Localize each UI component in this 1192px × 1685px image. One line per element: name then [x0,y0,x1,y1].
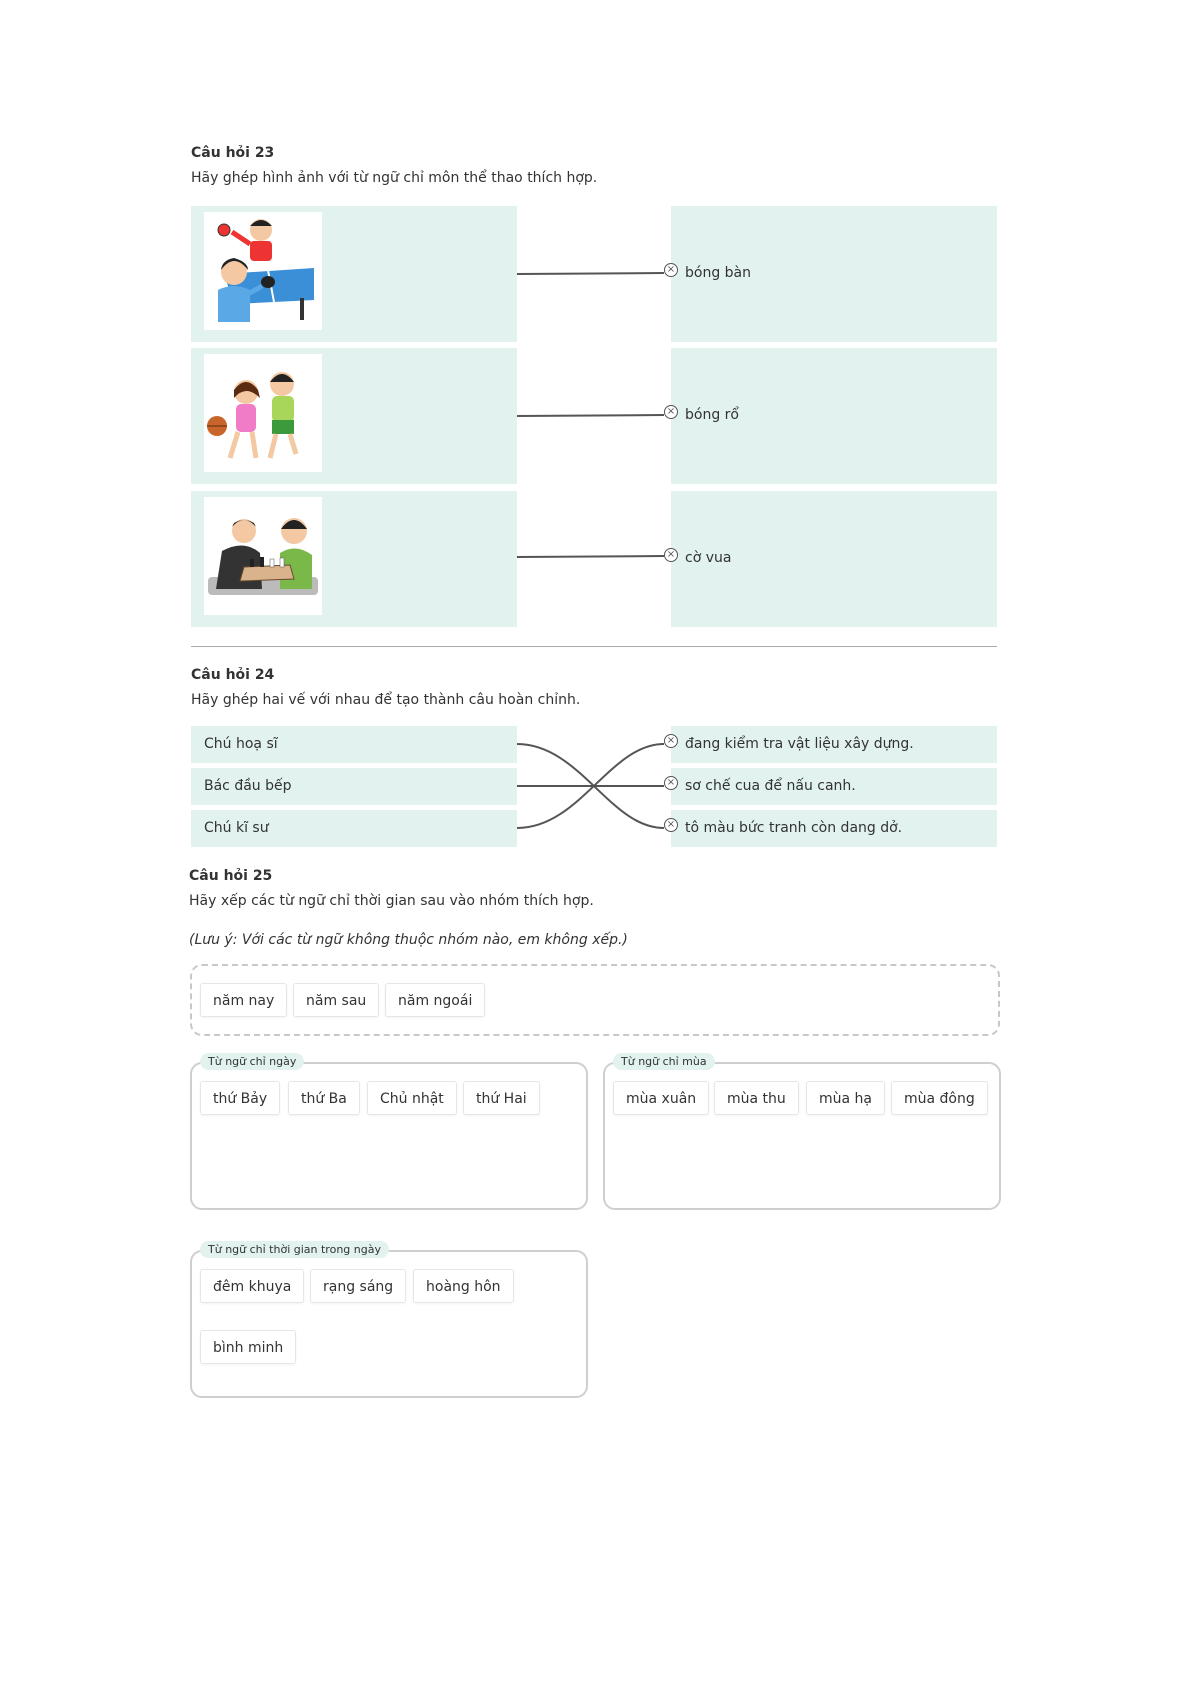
q24-left-text: Bác đầu bếp [204,778,292,794]
answer-bong-ro: bóng rổ [685,407,739,423]
chip-dem-khuya[interactable]: đêm khuya [200,1269,304,1303]
chip-chu-nhat[interactable]: Chủ nhật [367,1081,457,1115]
chip-thu-ba[interactable]: thứ Ba [288,1081,360,1115]
chip-binh-minh[interactable]: bình minh [200,1330,296,1364]
chip-mua-dong[interactable]: mùa đông [891,1081,988,1115]
group-days-label: Từ ngữ chỉ ngày [200,1053,304,1070]
q24-right-text: đang kiểm tra vật liệu xây dựng. [685,736,914,752]
q23-title: Câu hỏi 23 [191,145,275,161]
remove-link-icon[interactable]: × [664,405,678,419]
chip-mua-thu[interactable]: mùa thu [714,1081,799,1115]
chip-mua-ha[interactable]: mùa hạ [806,1081,885,1115]
remove-link-icon[interactable]: × [664,818,678,832]
answer-co-vua: cờ vua [685,550,732,566]
answer-bong-ban: bóng bàn [685,265,752,281]
q25-prompt: Hãy xếp các từ ngữ chỉ thời gian sau vào nhóm thích hợp. [189,893,594,909]
q24-right-text: sơ chế cua để nấu canh. [685,778,856,794]
chip-mua-xuan[interactable]: mùa xuân [613,1081,709,1115]
q25-note: (Lưu ý: Với các từ ngữ không thuộc nhóm nào, em không xếp.) [189,932,628,948]
chip-rang-sang[interactable]: rạng sáng [310,1269,406,1303]
chip-nam-sau[interactable]: năm sau [293,983,379,1017]
q24-left-text: Chú hoạ sĩ [204,736,278,752]
chip-hoang-hon[interactable]: hoàng hôn [413,1269,514,1303]
remove-link-icon[interactable]: × [664,734,678,748]
group-seasons-label: Từ ngữ chỉ mùa [613,1053,715,1070]
chip-thu-hai[interactable]: thứ Hai [463,1081,540,1115]
remove-link-icon[interactable]: × [664,548,678,562]
q23-prompt: Hãy ghép hình ảnh với từ ngữ chỉ môn thể thao thích hợp. [191,170,598,186]
chip-nam-ngoai[interactable]: năm ngoái [385,983,485,1017]
q24-prompt: Hãy ghép hai vế với nhau để tạo thành câu hoàn chỉnh. [191,692,581,708]
group-times-label: Từ ngữ chỉ thời gian trong ngày [200,1241,389,1258]
remove-link-icon[interactable]: × [664,776,678,790]
chip-nam-nay[interactable]: năm nay [200,983,287,1017]
q24-left-text: Chú kĩ sư [204,820,269,836]
q24-title: Câu hỏi 24 [191,667,275,683]
q24-right-text: tô màu bức tranh còn dang dở. [685,820,903,836]
chip-thu-bay[interactable]: thứ Bảy [200,1081,280,1115]
q25-title: Câu hỏi 25 [189,868,273,884]
remove-link-icon[interactable]: × [664,263,678,277]
